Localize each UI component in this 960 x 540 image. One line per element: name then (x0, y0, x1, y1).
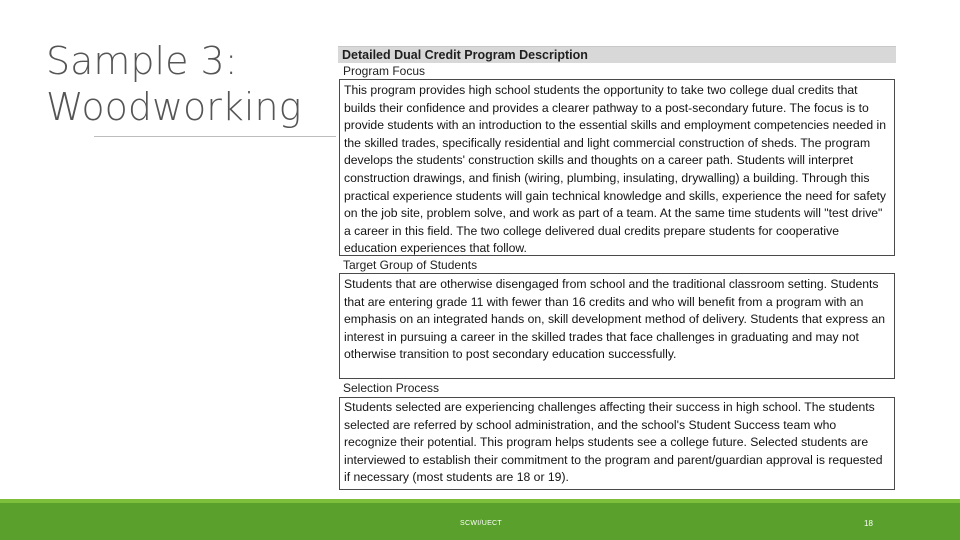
section-box-target-group (339, 273, 895, 379)
slide-title-line1: Sample 3: (46, 39, 238, 83)
document-header-text: Detailed Dual Credit Program Description (342, 48, 588, 62)
section-box-selection-process (339, 397, 895, 490)
section-text-target-group: Students that are otherwise disengaged from school and the traditional classroom setting. Students that are entering grade 11 with fewer than 16 credits and who will benefit from a program with an emphasis on an integrated hands on, skill development method of delivery. Students that express an interest in pursuing a career in the skilled trades that face challenges in graduating and may not otherwise transition to post secondary education successfully. (344, 277, 886, 362)
document-header (338, 46, 896, 63)
title-underline (94, 136, 336, 137)
section-label-target-group: Target Group of Students (343, 258, 478, 272)
page-number: 18 (864, 519, 873, 528)
section-label-selection-process: Selection Process (343, 381, 440, 395)
section-text-program-focus: This program provides high school students the opportunity to take two college dual credits that builds their confidence and provides a clearer pathway to a post-secondary future. The focus is to provide students with an introduction to the essential skills and employment competencies needed in the skilled trades, specifically residential and light commercial construction of sheds. The program develops the students' construction skills and thoughts on a career path. Students will interpret construction drawings, and finish (wiring, plumbing, insulating, drywalling) a building. Through this practical experience students will gain technical knowledge and skills, experience the need for safety on the job site, problem solve, and work as part of a team. At the same time students will "test drive" a career in this field. The two college delivered dual credits prepare students for cooperative education experiences that follow. (344, 83, 886, 256)
footer-center-text: SCWI/UECT (460, 520, 502, 527)
section-box-program-focus (339, 79, 895, 256)
slide-title (46, 38, 326, 130)
section-label-program-focus: Program Focus (343, 64, 426, 78)
slide-title-line2: Woodworking (46, 85, 302, 129)
section-text-selection-process: Students selected are experiencing challenges affecting their success in high school. The students selected are referred by school administration, and the school's Student Success team who recognize their potential. This program helps students see a college future. Selected students are interviewed to establish their commitment to the program and parent/guardian approval is requested if necessary (most students are 18 or 19). (344, 400, 883, 485)
footer-bar (0, 503, 960, 540)
